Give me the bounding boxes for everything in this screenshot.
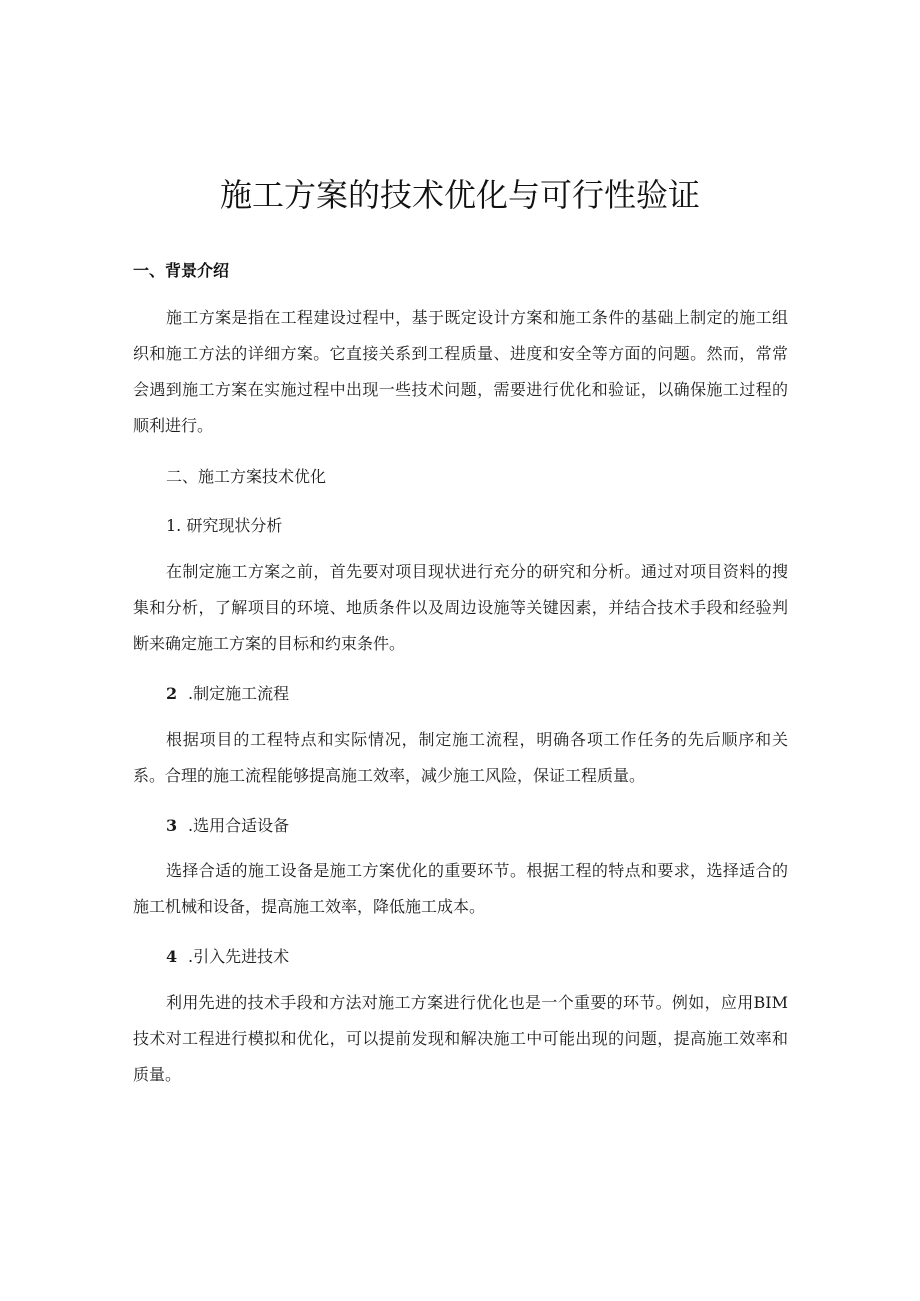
item-3-label: .选用合适设备 <box>188 816 290 835</box>
item-4-number: 4 <box>166 947 178 966</box>
item-3-number: 3 <box>166 816 178 835</box>
item-3-heading <box>166 813 289 836</box>
item-2-number: 2 <box>166 684 178 703</box>
item-1-heading: 1. 研究现状分析 <box>166 516 283 535</box>
item-3-paragraph: 选择合适的施工设备是施工方案优化的重要环节。根据工程的特点和要求，选择适合的施工机械和设备，提高施工效率，降低施工成本。 <box>133 861 788 916</box>
section-2-heading: 二、施工方案技术优化 <box>166 467 327 486</box>
item-2-label: .制定施工流程 <box>188 684 290 703</box>
item-1-paragraph: 在制定施工方案之前，首先要对项目现状进行充分的研究和分析。通过对项目资料的搜集和分析，了解项目的环境、地质条件以及周边设施等关键因素，并结合技术手段和经验判断来确定施工方案的目标和约束条件。 <box>133 562 788 653</box>
item-4-label: .引入先进技术 <box>188 947 290 966</box>
section-1-paragraph: 施工方案是指在工程建设过程中，基于既定设计方案和施工条件的基础上制定的施工组织和施工方法的详细方案。它直接关系到工程质量、进度和安全等方面的问题。然而，常常会遇到施工方案在实施过程中出现一些技术问题，需要进行优化和验证，以确保施工过程的顺利进行。 <box>133 308 788 435</box>
item-2-paragraph: 根据项目的工程特点和实际情况，制定施工流程，明确各项工作任务的先后顺序和关系。合理的施工流程能够提高施工效率，减少施工风险，保证工程质量。 <box>133 730 788 785</box>
item-4-paragraph: 利用先进的技术手段和方法对施工方案进行优化也是一个重要的环节。例如，应用BIM技术对工程进行模拟和优化，可以提前发现和解决施工中可能出现的问题，提高施工效率和质量。 <box>133 993 788 1084</box>
section-1-heading: 一、背景介绍 <box>133 261 230 280</box>
document-title: 施工方案的技术优化与可行性验证 <box>219 176 700 214</box>
item-4-heading <box>166 944 289 967</box>
item-2-heading <box>166 681 289 704</box>
